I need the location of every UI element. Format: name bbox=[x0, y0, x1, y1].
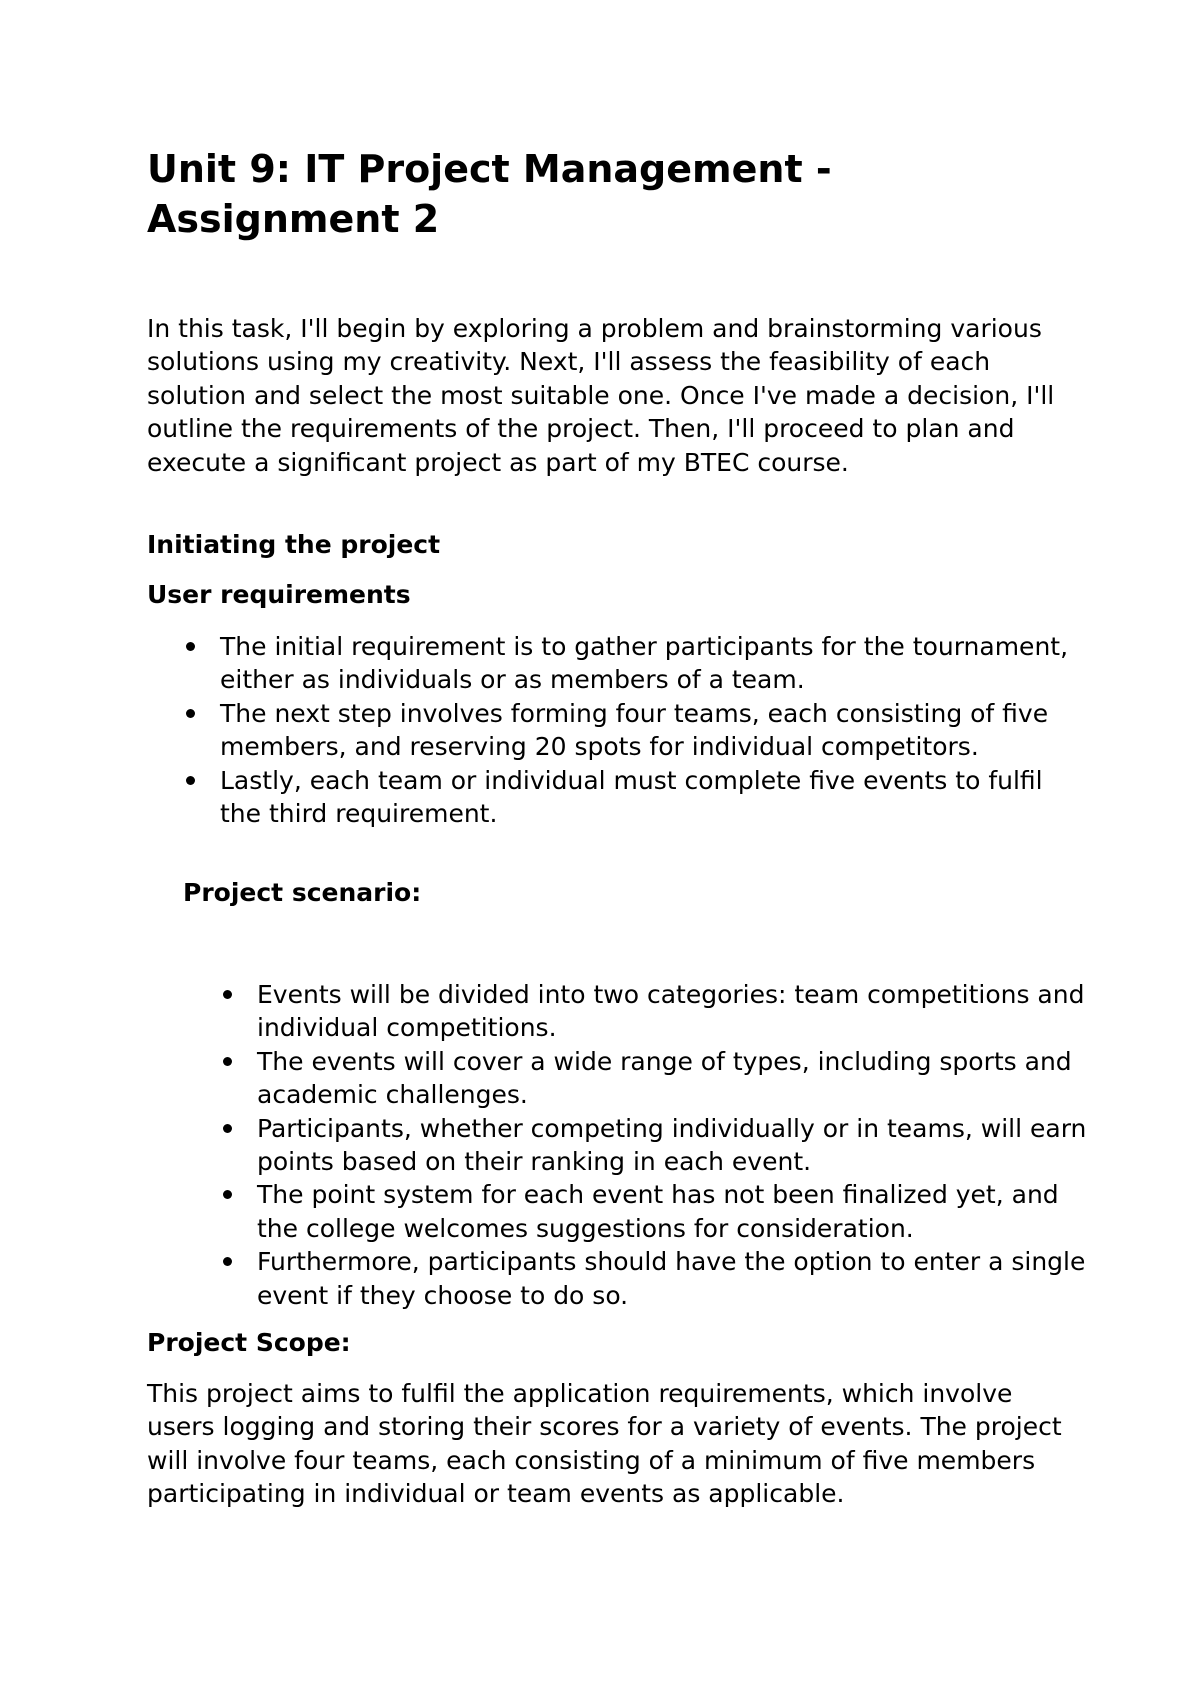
scope-paragraph: This project aims to fulfil the application requirements, which involve users logging and storing their scores for a variety of events. The project will involve four teams, each consisting of a minimum of five members participating in individual or team events as applicable. bbox=[147, 1379, 1062, 1509]
bullet-icon bbox=[186, 709, 195, 718]
list-item-text: The next step involves forming four teams, each consisting of five members, and reserving 20 spots for individual competitors. bbox=[220, 698, 1049, 762]
list-item-text: Lastly, each team or individual must complete five events to fulfil the third requirement. bbox=[220, 765, 1043, 829]
project-scenario-list bbox=[257, 978, 1087, 1312]
list-item bbox=[220, 697, 1080, 764]
list-item-text: The initial requirement is to gather participants for the tournament, either as individuals or as members of a team. bbox=[220, 632, 1069, 695]
list-item-text: Events will be divided into two categories: team competitions and individual competitions. bbox=[257, 980, 1085, 1043]
bullet-icon bbox=[186, 776, 195, 785]
document-title: Unit 9: IT Project Management - Assignment 2 bbox=[147, 147, 832, 241]
bullet-icon bbox=[223, 990, 232, 999]
list-item-text: Participants, whether competing individually or in teams, will earn points based on their ranking in each event. bbox=[257, 1113, 1087, 1177]
bullet-icon bbox=[223, 1124, 232, 1133]
list-item-text: The point system for each event has not been finalized yet, and the college welcomes suggestions for consideration. bbox=[257, 1180, 1059, 1243]
heading-project-scope: Project Scope: bbox=[147, 1328, 351, 1357]
list-item-text: Furthermore, participants should have the option to enter a single event if they choose to do so. bbox=[257, 1247, 1086, 1310]
heading-user-requirements: User requirements bbox=[147, 580, 411, 609]
list-item bbox=[257, 1112, 1087, 1179]
bullet-icon bbox=[186, 642, 195, 651]
heading-project-scenario: Project scenario: bbox=[183, 878, 422, 907]
list-item bbox=[220, 630, 1080, 697]
list-item bbox=[257, 1245, 1087, 1312]
list-item bbox=[257, 1045, 1087, 1112]
list-item bbox=[220, 764, 1080, 831]
heading-initiating-project: Initiating the project bbox=[147, 530, 441, 559]
list-item bbox=[257, 978, 1087, 1045]
intro-paragraph: In this task, I'll begin by exploring a problem and brainstorming various solutions using my creativity. Next, I'll assess the feasibility of each solution and select the most suitable one. Once I've made a decision, I'll outline the requirements of the project. Then, I'll proceed to plan and execute a significant project as part of my BTEC course. bbox=[147, 314, 1055, 477]
bullet-icon bbox=[223, 1190, 232, 1199]
list-item-text: The events will cover a wide range of types, including sports and academic challenges. bbox=[257, 1046, 1072, 1110]
user-requirements-list bbox=[220, 630, 1080, 830]
list-item bbox=[257, 1178, 1087, 1245]
bullet-icon bbox=[223, 1257, 232, 1266]
bullet-icon bbox=[223, 1057, 232, 1066]
